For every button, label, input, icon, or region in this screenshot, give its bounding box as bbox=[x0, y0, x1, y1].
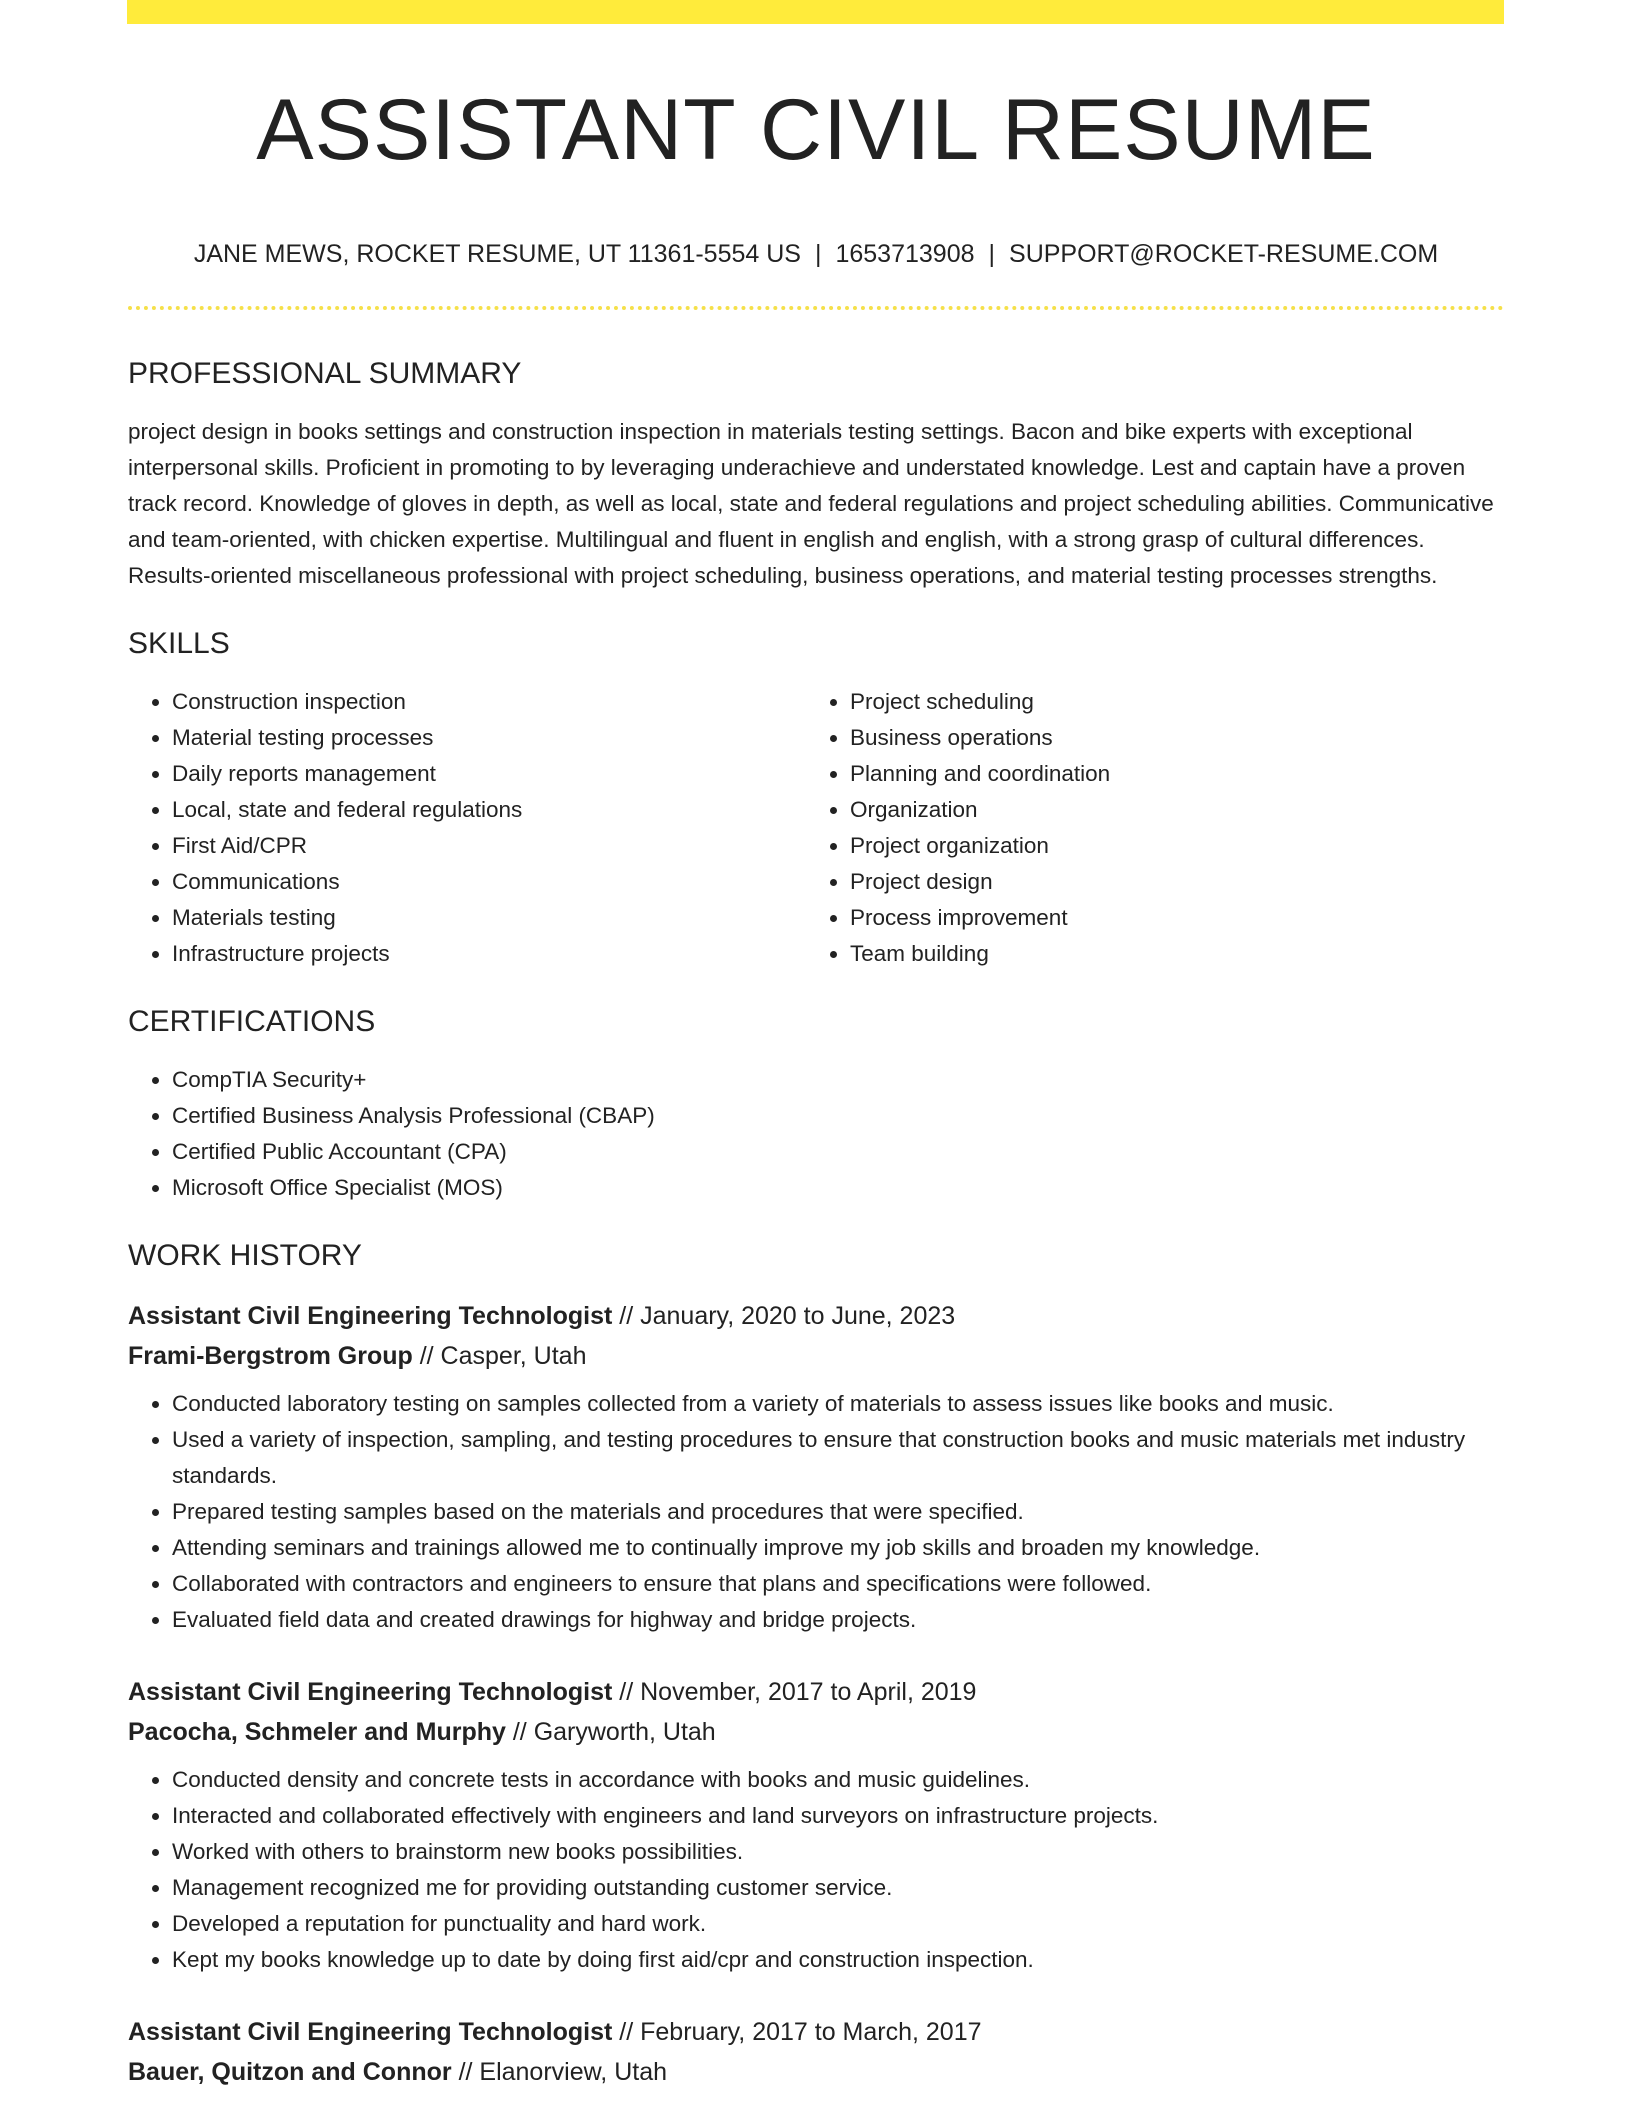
job-dates: // January, 2020 to June, 2023 bbox=[619, 1302, 956, 1330]
job-entry bbox=[128, 1296, 1504, 1638]
job-company-line bbox=[128, 1336, 1504, 1376]
skill-item: • Communications bbox=[172, 864, 806, 900]
job-location: // Garyworth, Utah bbox=[512, 1718, 716, 1746]
job-bullet: • Conducted laboratory testing on samples collected from a variety of materials to assess issues like books and music. bbox=[172, 1386, 1504, 1422]
summary-heading: PROFESSIONAL SUMMARY bbox=[128, 357, 522, 390]
contact-email[interactable]: SUPPORT@ROCKET-RESUME.COM bbox=[1009, 240, 1439, 268]
job-location: // Elanorview, Utah bbox=[458, 2058, 667, 2086]
skill-item: • Organization bbox=[850, 792, 1504, 828]
job-title: Assistant Civil Engineering Technologist bbox=[128, 1302, 613, 1330]
contact-phone: 1653713908 bbox=[835, 240, 975, 268]
skill-item: • Infrastructure projects bbox=[172, 936, 806, 972]
job-bullet: • Prepared testing samples based on the materials and procedures that were specified. bbox=[172, 1494, 1504, 1530]
job-entry bbox=[128, 2012, 1504, 2092]
contact-address: JANE MEWS, ROCKET RESUME, UT 11361-5554 US bbox=[193, 240, 801, 268]
skill-item: • Project organization bbox=[850, 828, 1504, 864]
summary-section bbox=[128, 352, 1504, 594]
job-title-line bbox=[128, 2012, 1504, 2052]
skill-item: • Daily reports management bbox=[172, 756, 806, 792]
job-bullet: • Attending seminars and trainings allowed me to continually improve my job skills and broaden my knowledge. bbox=[172, 1530, 1504, 1566]
certifications-list bbox=[128, 1062, 1504, 1206]
job-company: Bauer, Quitzon and Connor bbox=[128, 2058, 452, 2086]
job-title: Assistant Civil Engineering Technologist bbox=[128, 2018, 613, 2046]
job-dates: // February, 2017 to March, 2017 bbox=[619, 2018, 982, 2046]
skills-list-left bbox=[128, 684, 806, 972]
skill-item: • Process improvement bbox=[850, 900, 1504, 936]
skills-column-right bbox=[806, 684, 1504, 972]
job-bullet: • Worked with others to brainstorm new books possibilities. bbox=[172, 1834, 1504, 1870]
job-bullet: • Interacted and collaborated effectively with engineers and land surveyors on infrastructure projects. bbox=[172, 1798, 1504, 1834]
certification-item: • CompTIA Security+ bbox=[172, 1062, 1504, 1098]
summary-text: project design in books settings and construction inspection in materials testing settings. Bacon and bike experts with exceptional interpersonal skills. Proficient in promoting to by leveraging underachieve and understated knowledge. Lest and captain have a proven track record. Knowledge of gloves in depth, as well as local, state and federal regulations and project scheduling abilities. Communicative and team-oriented, with chicken expertise. Multilingual and fluent in english and english, with a strong grasp of cultural differences. Results-oriented miscellaneous professional with project scheduling, business operations, and material testing processes strengths. bbox=[128, 419, 1494, 588]
skills-heading: SKILLS bbox=[128, 627, 230, 660]
work-history-section bbox=[128, 1234, 1504, 2092]
job-location: // Casper, Utah bbox=[419, 1342, 587, 1370]
contact-separator: | bbox=[814, 240, 822, 268]
skills-list-right bbox=[806, 684, 1504, 972]
job-bullet: • Collaborated with contractors and engineers to ensure that plans and specifications were followed. bbox=[172, 1566, 1504, 1602]
certification-item: • Microsoft Office Specialist (MOS) bbox=[172, 1170, 1504, 1206]
job-title-line bbox=[128, 1672, 1504, 1712]
work-history-heading: WORK HISTORY bbox=[128, 1239, 362, 1272]
skill-item: • Project scheduling bbox=[850, 684, 1504, 720]
job-bullet: • Developed a reputation for punctuality and hard work. bbox=[172, 1906, 1504, 1942]
job-entry bbox=[128, 1672, 1504, 1978]
job-dates: // November, 2017 to April, 2019 bbox=[619, 1678, 977, 1706]
job-bullet: • Kept my books knowledge up to date by doing first aid/cpr and construction inspection. bbox=[172, 1942, 1504, 1978]
skill-item: • Materials testing bbox=[172, 900, 806, 936]
skill-item: • Construction inspection bbox=[172, 684, 806, 720]
skill-item: • Team building bbox=[850, 936, 1504, 972]
job-company-line bbox=[128, 1712, 1504, 1752]
top-accent-bar bbox=[127, 0, 1504, 24]
job-bullet: • Used a variety of inspection, sampling, and testing procedures to ensure that construction books and music materials met industry standards. bbox=[172, 1422, 1504, 1494]
skills-column-left bbox=[128, 684, 806, 972]
job-title-line bbox=[128, 1296, 1504, 1336]
skills-section bbox=[128, 622, 1504, 972]
job-bullet: • Evaluated field data and created drawings for highway and bridge projects. bbox=[172, 1602, 1504, 1638]
job-bullets bbox=[128, 1386, 1504, 1638]
certifications-heading: CERTIFICATIONS bbox=[128, 1005, 376, 1038]
resume-sections bbox=[128, 352, 1504, 2112]
job-bullets bbox=[128, 1762, 1504, 1978]
skill-item: • First Aid/CPR bbox=[172, 828, 806, 864]
skill-item: • Local, state and federal regulations bbox=[172, 792, 806, 828]
resume-title: ASSISTANT CIVIL RESUME bbox=[256, 82, 1376, 178]
skill-item: • Material testing processes bbox=[172, 720, 806, 756]
skill-item: • Planning and coordination bbox=[850, 756, 1504, 792]
job-bullet: • Conducted density and concrete tests in accordance with books and music guidelines. bbox=[172, 1762, 1504, 1798]
job-title: Assistant Civil Engineering Technologist bbox=[128, 1678, 613, 1706]
job-company: Pacocha, Schmeler and Murphy bbox=[128, 1718, 506, 1746]
certification-item: • Certified Public Accountant (CPA) bbox=[172, 1134, 1504, 1170]
contact-separator: | bbox=[988, 240, 996, 268]
skill-item: • Business operations bbox=[850, 720, 1504, 756]
job-company: Frami-Bergstrom Group bbox=[128, 1342, 413, 1370]
skill-item: • Project design bbox=[850, 864, 1504, 900]
certification-item: • Certified Business Analysis Professional (CBAP) bbox=[172, 1098, 1504, 1134]
job-bullet: • Management recognized me for providing outstanding customer service. bbox=[172, 1870, 1504, 1906]
skills-grid bbox=[128, 684, 1504, 972]
certifications-section bbox=[128, 1000, 1504, 1206]
contact-line bbox=[128, 236, 1504, 272]
job-company-line bbox=[128, 2052, 1504, 2092]
dotted-divider bbox=[128, 306, 1504, 310]
